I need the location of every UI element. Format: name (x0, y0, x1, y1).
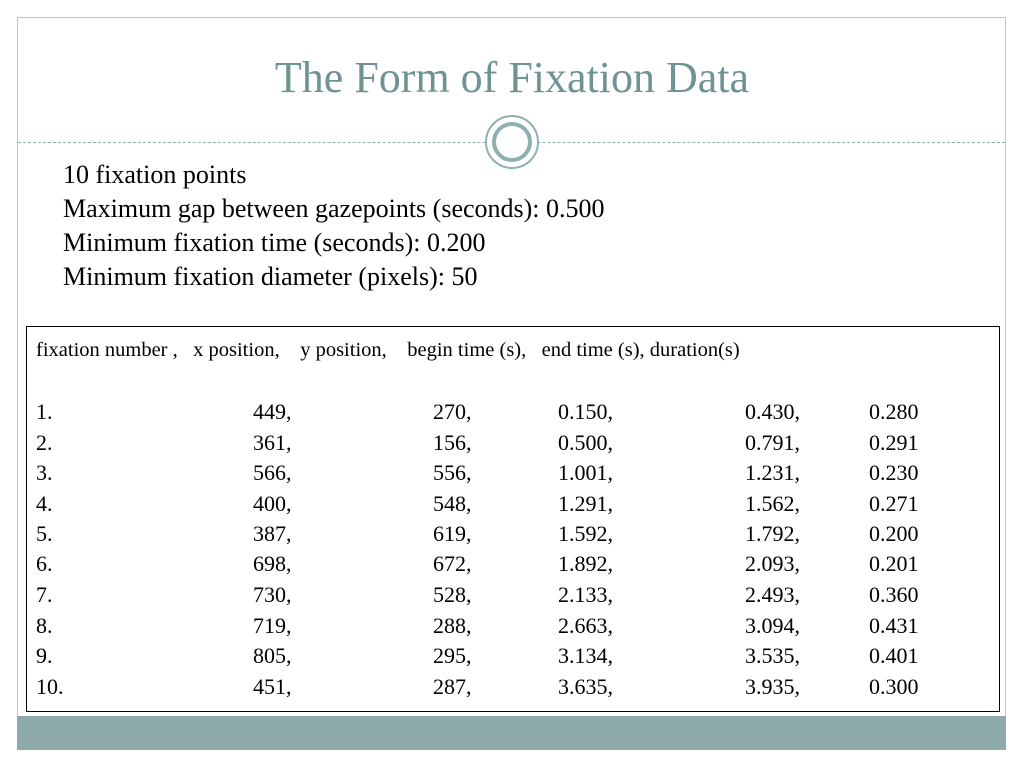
cell-num: 9. (36, 643, 53, 668)
cell-y: 619, (433, 521, 472, 546)
cell-y: 528, (433, 582, 472, 607)
cell-num: 3. (36, 460, 53, 485)
fixation-table (26, 326, 1000, 712)
cell-num: 7. (36, 582, 53, 607)
cell-num: 6. (36, 551, 53, 576)
param-min-diameter: Minimum fixation diameter (pixels): 50 (63, 262, 478, 291)
cell-end: 1.231, (745, 460, 800, 485)
cell-x: 805, (253, 643, 292, 668)
cell-begin: 1.291, (558, 491, 613, 516)
table-row (27, 613, 999, 643)
cell-num: 4. (36, 491, 53, 516)
cell-num: 8. (36, 613, 53, 638)
param-max-gap: Maximum gap between gazepoints (seconds): 0.500 (63, 194, 605, 223)
cell-x: 698, (253, 551, 292, 576)
table-row (27, 460, 999, 490)
cell-y: 548, (433, 491, 472, 516)
table-row (27, 399, 999, 429)
cell-y: 556, (433, 460, 472, 485)
table-row (27, 521, 999, 551)
cell-num: 5. (36, 521, 53, 546)
parameter-list (63, 158, 605, 294)
cell-end: 0.430, (745, 399, 800, 424)
cell-begin: 1.001, (558, 460, 613, 485)
cell-end: 2.093, (745, 551, 800, 576)
cell-end: 2.493, (745, 582, 800, 607)
table-row (27, 674, 999, 704)
cell-end: 0.791, (745, 430, 800, 455)
cell-dur: 0.230 (869, 460, 919, 485)
cell-y: 672, (433, 551, 472, 576)
cell-x: 361, (253, 430, 292, 455)
table-row (27, 491, 999, 521)
cell-dur: 0.401 (869, 643, 919, 668)
cell-y: 270, (433, 399, 472, 424)
table-row (27, 643, 999, 673)
cell-begin: 2.663, (558, 613, 613, 638)
param-min-time: Minimum fixation time (seconds): 0.200 (63, 228, 486, 257)
param-fixation-count: 10 fixation points (63, 160, 247, 189)
cell-y: 288, (433, 613, 472, 638)
cell-dur: 0.271 (869, 491, 919, 516)
cell-end: 3.935, (745, 674, 800, 699)
cell-end: 1.792, (745, 521, 800, 546)
cell-begin: 3.134, (558, 643, 613, 668)
cell-begin: 2.133, (558, 582, 613, 607)
cell-x: 449, (253, 399, 292, 424)
cell-dur: 0.360 (869, 582, 919, 607)
cell-begin: 0.500, (558, 430, 613, 455)
cell-x: 719, (253, 613, 292, 638)
slide-title: The Form of Fixation Data (274, 53, 750, 102)
cell-num: 10. (36, 674, 64, 699)
cell-x: 451, (253, 674, 292, 699)
cell-x: 387, (253, 521, 292, 546)
cell-num: 2. (36, 430, 53, 455)
cell-dur: 0.280 (869, 399, 919, 424)
cell-begin: 1.592, (558, 521, 613, 546)
cell-begin: 0.150, (558, 399, 613, 424)
cell-dur: 0.300 (869, 674, 919, 699)
circle-ornament-inner (492, 122, 532, 162)
cell-dur: 0.201 (869, 551, 919, 576)
table-header: fixation number , x position, y position, begin time (s), end time (s), duration(s) (36, 339, 740, 361)
cell-end: 3.535, (745, 643, 800, 668)
cell-y: 156, (433, 430, 472, 455)
cell-begin: 3.635, (558, 674, 613, 699)
cell-end: 1.562, (745, 491, 800, 516)
cell-dur: 0.291 (869, 430, 919, 455)
cell-x: 400, (253, 491, 292, 516)
cell-x: 730, (253, 582, 292, 607)
cell-end: 3.094, (745, 613, 800, 638)
table-row (27, 551, 999, 581)
cell-y: 287, (433, 674, 472, 699)
cell-y: 295, (433, 643, 472, 668)
cell-dur: 0.431 (869, 613, 919, 638)
cell-begin: 1.892, (558, 551, 613, 576)
footer-bar (17, 716, 1006, 750)
cell-dur: 0.200 (869, 521, 919, 546)
table-row (27, 582, 999, 612)
cell-num: 1. (36, 399, 53, 424)
cell-x: 566, (253, 460, 292, 485)
table-row (27, 430, 999, 460)
